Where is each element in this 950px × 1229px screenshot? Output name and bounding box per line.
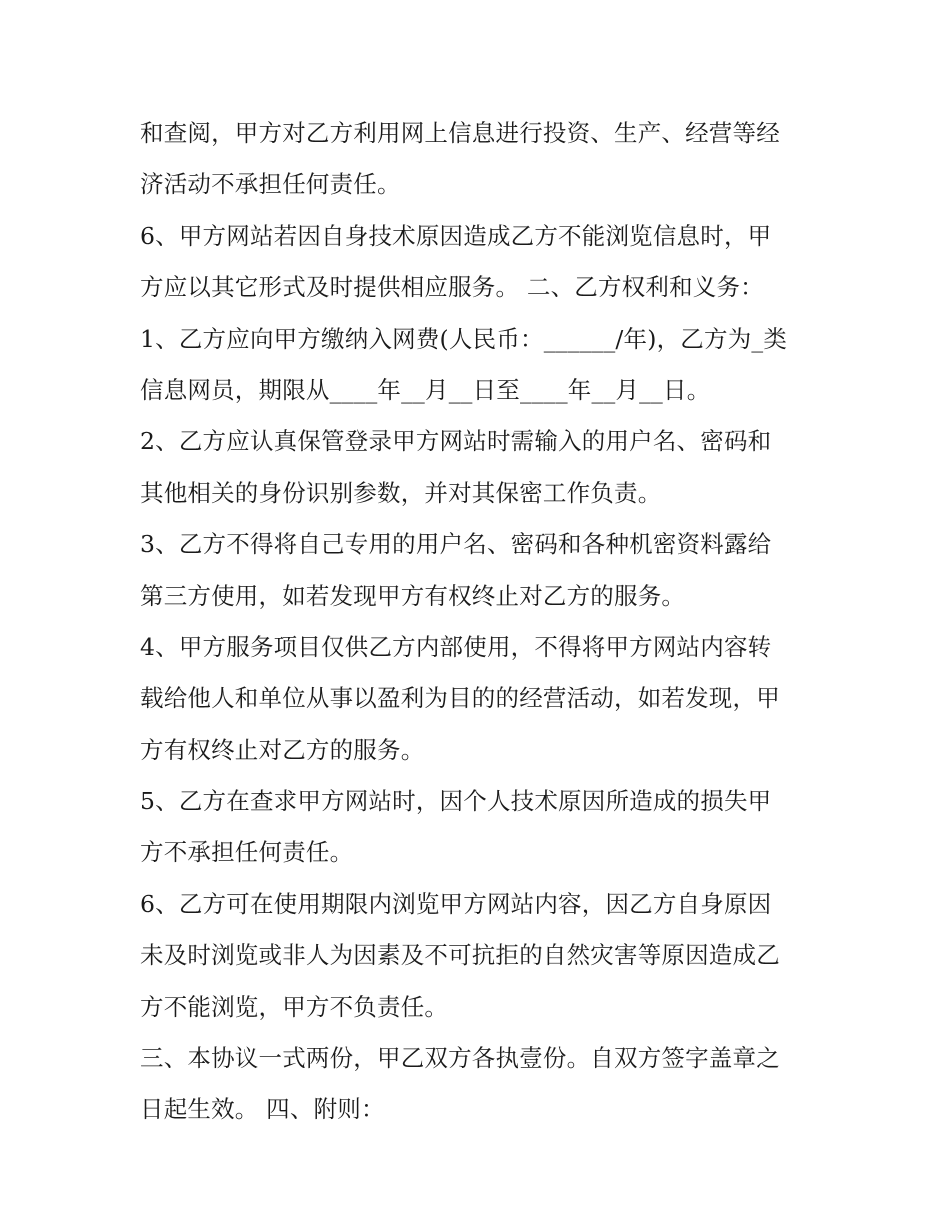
text-line: 方应以其它形式及时提供相应服务。 二、乙方权利和义务： <box>140 273 764 302</box>
text-line: 6、乙方可在使用期限内浏览甲方网站内容，因乙方自身原因 <box>140 889 772 918</box>
text-line: 方有权终止对乙方的服务。 <box>140 735 425 764</box>
text-line: 方不承担任何责任。 <box>140 838 354 867</box>
text-line: 三、本协议一式两份，甲乙双方各执壹份。自双方签字盖章之 <box>140 1044 780 1073</box>
text-line: 未及时浏览或非人为因素及不可抗拒的自然灾害等原因造成乙 <box>140 941 780 970</box>
text-line: 日起生效。 四、附则： <box>140 1095 385 1124</box>
text-line: 济活动不承担任何责任。 <box>140 170 401 199</box>
text-line: 3、乙方不得将自己专用的用户名、密码和各种机密资料露给 <box>140 530 772 559</box>
text-line: 6、甲方网站若因自身技术原因造成乙方不能浏览信息时，甲 <box>140 221 772 250</box>
text-line: 其他相关的身份识别参数，并对其保密工作负责。 <box>140 478 662 507</box>
text-line: 2、乙方应认真保管登录甲方网站时需输入的用户名、密码和 <box>140 427 772 456</box>
text-line: 载给他人和单位从事以盈利为目的的经营活动，如若发现，甲 <box>140 684 780 713</box>
text-line: 第三方使用，如若发现甲方有权终止对乙方的服务。 <box>140 581 686 610</box>
text-line: 和查阅，甲方对乙方利用网上信息进行投资、生产、经营等经 <box>140 119 780 147</box>
text-line: 方不能浏览，甲方不负责任。 <box>140 992 449 1021</box>
text-line: 4、甲方服务项目仅供乙方内部使用，不得将甲方网站内容转 <box>140 632 772 661</box>
text-line: 5、乙方在查求甲方网站时，因个人技术原因所造成的损失甲 <box>140 787 772 816</box>
document-body <box>140 108 820 1136</box>
text-line: 1、乙方应向甲方缴纳入网费(人民币：______/年)，乙方为_类 <box>140 324 788 353</box>
text-line: 信息网员，期限从____年__月__日至____年__月__日。 <box>140 375 711 404</box>
